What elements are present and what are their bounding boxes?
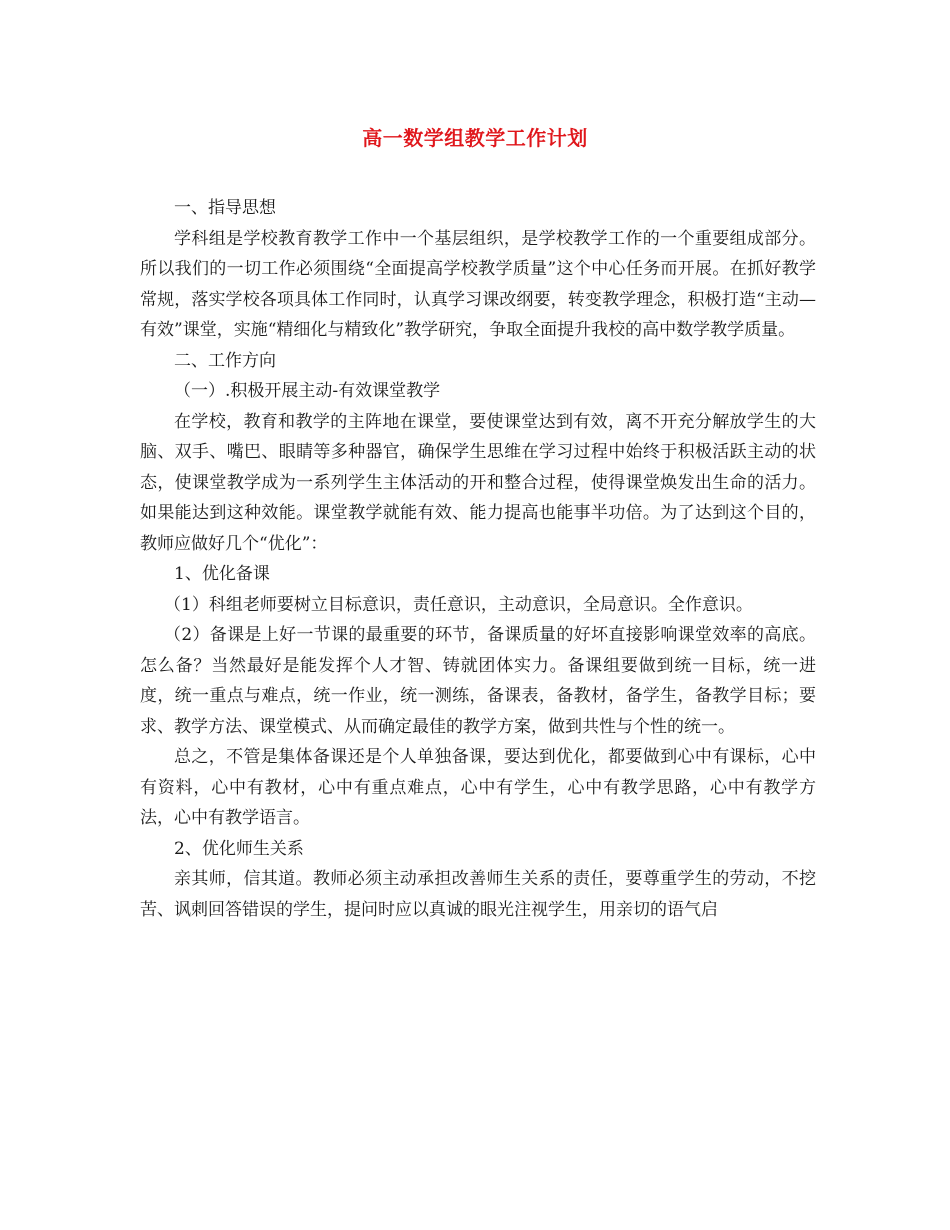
paragraph: 在学校，教育和教学的主阵地在课堂，要使课堂达到有效，离不开充分解放学生的大脑、双手、嘴巴、眼睛等多种器官，确保学生思维在学习过程中始终于积极活跃主动的状态，使课堂教学成为一系列学生主体活动的开和整合过程，使得课堂焕发出生命的活力。如果能达到这种效能。课堂教学就能有效、能力提高也能事半功倍。为了达到这个目的，教师应做好几个“优化”： (140, 411, 816, 554)
paragraph: 亲其师，信其道。教师必须主动承担改善师生关系的责任，要尊重学生的劳动，不挖苦、讽刺回答错误的学生，提问时应以真诚的眼光注视学生，用亲切的语气启 (140, 869, 816, 920)
section-heading: 二、工作方向 (174, 350, 276, 371)
document-title: 高一数学组教学工作计划 (362, 126, 588, 150)
item-heading: 2、优化师生关系 (174, 838, 304, 859)
list-item: （1）科组老师要树立目标意识，责任意识，主动意识，全局意识。全作意识。 (164, 594, 753, 615)
document-body (140, 193, 816, 925)
list-item: （2）备课是上好一节课的最重要的环节，备课质量的好坏直接影响课堂效率的高底。怎么备？当然最好是能发挥个人才智、铸就团体实力。备课组要做到统一目标，统一进度，统一重点与难点，统一作业，统一测练，备课表，备教材，备学生，备教学目标；要求、教学方法、课堂模式、从而确定最佳的教学方案，做到共性与个性的统一。 (140, 625, 816, 737)
subsection-heading: （一）.积极开展主动-有效课堂教学 (174, 381, 441, 401)
paragraph: 学科组是学校教育教学工作中一个基层组织，是学校教学工作的一个重要组成部分。所以我们的一切工作必须围绕“全面提高学校教学质量”这个中心任务而开展。在抓好教学常规，落实学校各项具体工作同时，认真学习课改纲要，转变教学理念，积极打造“主动—有效”课堂，实施“精细化与精致化”教学研究，争取全面提升我校的高中数学教学质量。 (140, 228, 816, 340)
item-heading: 1、优化备课 (174, 564, 270, 584)
section-heading: 一、指导思想 (174, 198, 276, 218)
paragraph: 总之，不管是集体备课还是个人单独备课，要达到优化，都要做到心中有课标，心中有资料，心中有教材，心中有重点难点，心中有学生，心中有教学思路，心中有教学方法，心中有教学语言。 (140, 747, 816, 828)
